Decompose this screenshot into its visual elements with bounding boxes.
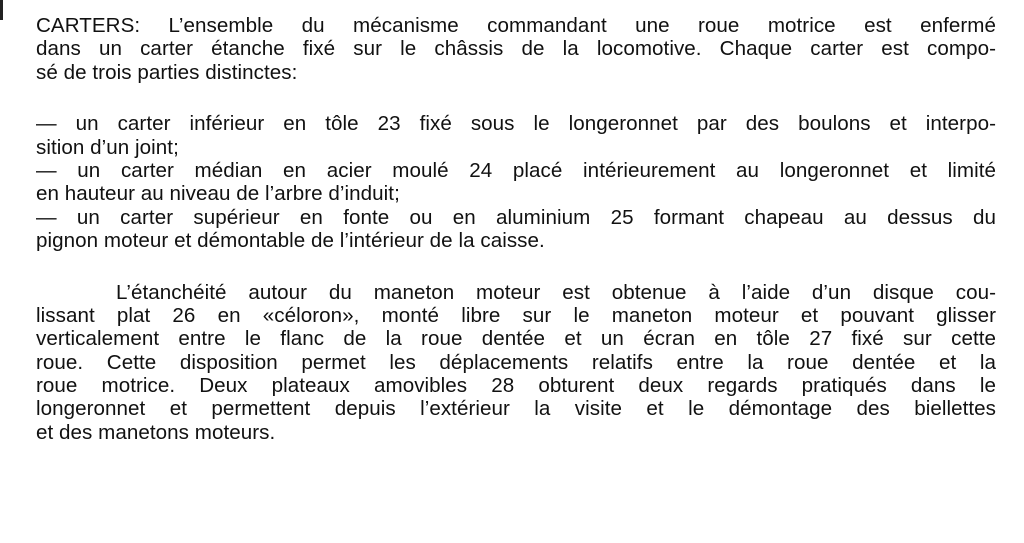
list-item-line: — un carter médian en acier moulé 24 placé intérieurement au longeronnet et limité xyxy=(36,158,996,182)
list-item-line: pignon moteur et démontable de l’intérieur de la caisse. xyxy=(36,229,545,253)
paragraph-line: verticalement entre le flanc de la roue dentée et un écran en tôle 27 fixé sur cette xyxy=(36,327,996,351)
paragraph-line: et des manetons moteurs. xyxy=(36,420,276,444)
document-text xyxy=(36,14,996,444)
page-edge-mark xyxy=(0,0,3,20)
paragraph-etancheite xyxy=(36,281,996,445)
list-item-line: sition d’un joint; xyxy=(36,135,179,159)
paragraph-carters xyxy=(36,14,996,84)
paragraph-line: CARTERS: L’ensemble du mécanisme commandant une roue motrice est enfermé xyxy=(36,14,996,37)
paragraph-line: longeronnet et permettent depuis l’extérieur la visite et le démontage des biellettes xyxy=(36,397,996,421)
paragraph-gap xyxy=(36,253,996,281)
paragraph-line: sé de trois parties distinctes: xyxy=(36,60,298,84)
paragraph-line: L’étanchéité autour du maneton moteur est obtenue à l’aide d’un disque cou- xyxy=(116,280,996,304)
list-item-line: — un carter inférieur en tôle 23 fixé sous le longeronnet par des boulons et interpo- xyxy=(36,112,996,136)
paragraph-gap xyxy=(36,84,996,112)
list-item-line: — un carter supérieur en fonte ou en aluminium 25 formant chapeau au dessus du xyxy=(36,205,996,229)
paragraph-line: dans un carter étanche fixé sur le châssis de la locomotive. Chaque carter est compo- xyxy=(36,37,996,61)
paragraph-line: lissant plat 26 en «céloron», monté libre sur le maneton moteur et pouvant glisser xyxy=(36,303,996,327)
list-item-carter-inferieur xyxy=(36,112,996,159)
list-item-carter-superieur xyxy=(36,206,996,253)
paragraph-line: roue motrice. Deux plateaux amovibles 28 obturent deux regards pratiqués dans le xyxy=(36,374,996,398)
paragraph-line: roue. Cette disposition permet les déplacements relatifs entre la roue dentée et la xyxy=(36,350,996,374)
list-item-line: en hauteur au niveau de l’arbre d’induit; xyxy=(36,182,400,206)
carter-list xyxy=(36,112,996,252)
list-item-carter-median xyxy=(36,159,996,206)
